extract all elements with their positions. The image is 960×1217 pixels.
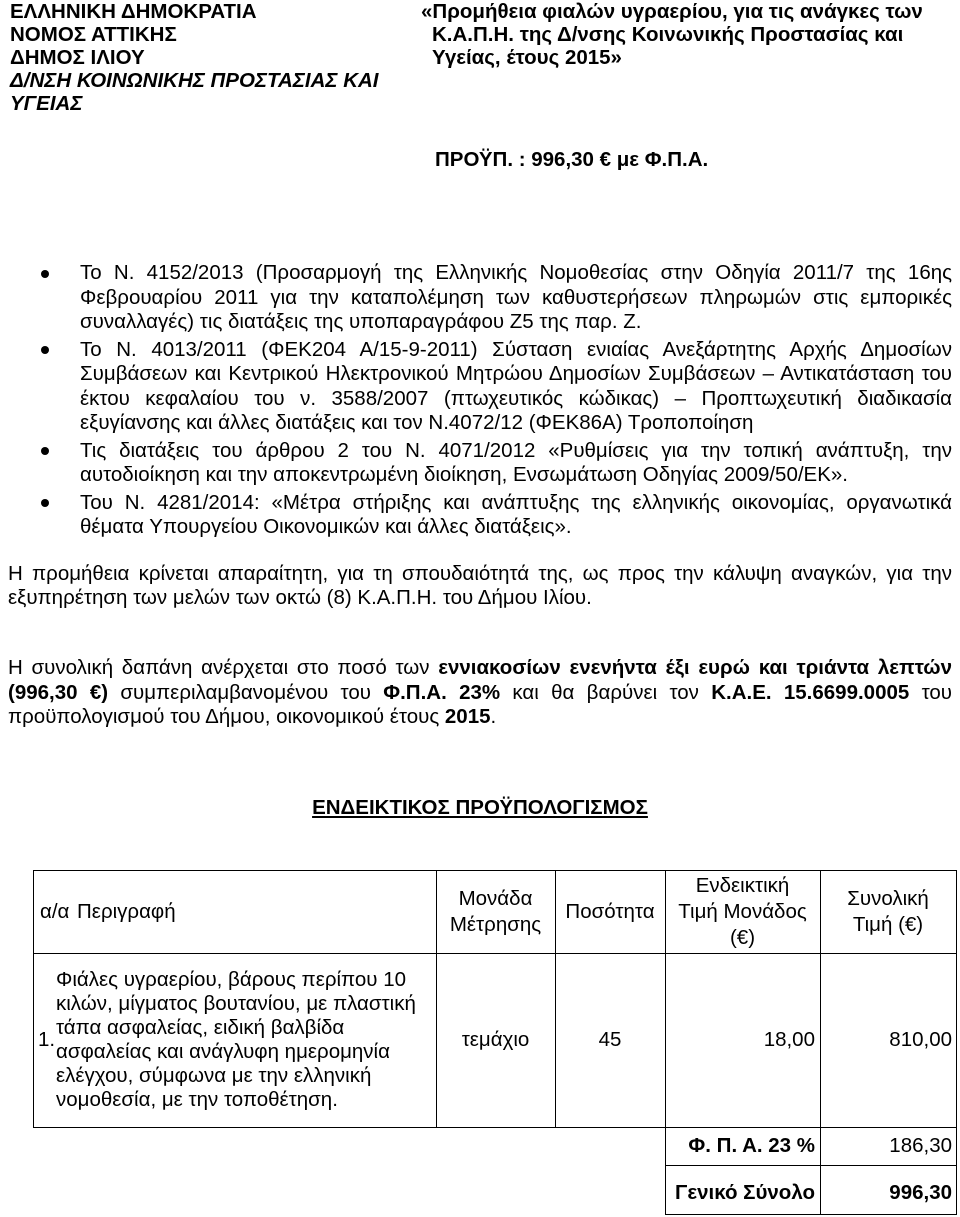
- subject-line: Κ.Α.Π.Η. της Δ/νσης Κοινωνικής Προστασίας και: [432, 23, 904, 46]
- bullet-icon: [41, 346, 49, 354]
- authority-municipality: ΔΗΜΟΣ ΙΛΙΟΥ: [10, 46, 145, 69]
- legal-basis-list: [0, 261, 952, 543]
- legal-basis-text: Τις διατάξεις του άρθρου 2 του Ν. 4071/2012 «Ρυθμίσεις για την τοπική ανάπτυξη, την αυτοδιοίκηση και την αποκεντρωμένη διοίκηση, Ενσωμάτωση Οδηγίας 2009/50/ΕΚ».: [80, 438, 952, 486]
- header-unit-line: Μέτρησης: [449, 912, 542, 936]
- table-rule: [665, 1165, 957, 1166]
- table-rule: [956, 870, 957, 1215]
- grand-total-value: 996,30: [889, 1181, 952, 1204]
- bullet-icon: [41, 447, 49, 455]
- header-unit-price-line: Ενδεικτική: [695, 873, 790, 897]
- cost-budget-code: Κ.Α.Ε. 15.6699.0005: [711, 680, 910, 704]
- bullet-icon: [41, 270, 49, 278]
- cost-text: συμπεριλαμβανομένου του: [108, 680, 384, 704]
- legal-basis-text: Του Ν. 4281/2014: «Μέτρα στήριξης και ανάπτυξης της ελληνικής οικονομίας, οργανωτικά θέματα Υπουργείου Οικονομικών και άλλες διατάξεις».: [80, 490, 952, 538]
- authority-prefecture: ΝΟΜΟΣ ΑΤΤΙΚΗΣ: [10, 23, 177, 46]
- cost-vat: Φ.Π.Α. 23%: [383, 680, 501, 704]
- directorate-line: Δ/ΝΣΗ ΚΟΙΝΩΝΙΚΗΣ ΠΡΟΣΤΑΣΙΑΣ ΚΑΙ: [10, 69, 379, 92]
- row-description: [56, 953, 432, 1127]
- header-description: Περιγραφή: [77, 899, 176, 923]
- header-total-line: Τιμή (€): [852, 912, 924, 936]
- header-unit: [436, 870, 555, 953]
- vat-value: 186,30: [889, 1134, 952, 1157]
- vat-label: Φ. Π. Α. 23 %: [688, 1134, 815, 1157]
- legal-basis-text: Το Ν. 4013/2011 (ΦΕΚ204 Α/15-9-2011) Σύσταση ενιαίας Ανεξάρτητης Αρχής Δημοσίων Συμβάσεων και Κεντρικού Ηλεκτρονικού Μητρώου Δημοσίων Συμβάσεων – Αντικατάσταση του έκτου κεφαλαίου του ν. 3588/2007 (πτωχευτικός κώδικας) – Προπτωχευτική διαδικασία εξυγίανσης και άλλες διατάξεις και τον Ν.4072/12 (ΦΕΚ86Α) Τροποποίηση: [80, 337, 952, 434]
- directorate-line: ΥΓΕΙΑΣ: [10, 92, 83, 115]
- row-description-text: Φιάλες υγραερίου, βάρους περίπου 10 κιλών, μίγματος βουτανίου, με πλαστική τάπα ασφαλείας, ειδική βαλβίδα ασφαλείας και ανάγλυφη ημερομηνία ελέγχου, σύμφωνα με την ελληνική νομοθεσία, με την τοποθέτηση.: [56, 968, 416, 1111]
- document-subject: [421, 0, 923, 69]
- row-quantity: 45: [598, 1028, 622, 1051]
- header-quantity: Ποσότητα: [565, 899, 655, 923]
- legal-basis-item: [0, 338, 952, 436]
- necessity-paragraph: Η προμήθεια κρίνεται απαραίτητη, για τη σπουδαιότητά της, ως προς την κάλυψη αναγκών, για την εξυπηρέτηση των μελών των οκτώ (8) Κ.Α.Π.Η. του Δήμου Ιλίου.: [8, 562, 952, 609]
- header-unit-line: Μονάδα: [458, 886, 533, 910]
- header-unit-price: [665, 870, 820, 953]
- legal-basis-text: Το Ν. 4152/2013 (Προσαρμογή της Ελληνικής Νομοθεσίας στην Οδηγία 2011/7 της 16ης Φεβρουαρίου 2011 για την καταπολέμηση των καθυστερήσεων πληρωμών στις εμπορικές συναλλαγές) τις διατάξεις της υποπαραγράφου Ζ5 της παρ. Ζ.: [80, 261, 952, 333]
- budget-amount: ΠΡΟΫΠ. : 996,30 € με Φ.Π.Α.: [435, 148, 709, 171]
- grand-total-label: Γενικό Σύνολο: [675, 1181, 815, 1204]
- cost-text: και θα βαρύνει τον: [500, 680, 712, 704]
- row-aa: 1.: [38, 1028, 56, 1051]
- subject-line: Υγείας, έτους 2015»: [432, 46, 622, 69]
- row-unit: τεμάχιο: [461, 1028, 530, 1051]
- table-rule: [665, 1214, 957, 1215]
- cost-text: .: [490, 705, 497, 728]
- header-aa: α/α: [40, 899, 70, 923]
- header-unit-price-line: (€): [729, 925, 756, 949]
- cost-paragraph: [8, 656, 952, 730]
- cost-fiscal-year: 2015: [444, 705, 491, 728]
- cost-text: Η συνολική δαπάνη ανέρχεται στο ποσό των: [8, 656, 439, 679]
- header-unit-price-line: Τιμή Μονάδος: [678, 899, 807, 923]
- cost-amount-words: εννιακοσίων ενενήντα έξι ευρώ και τριάντα λεπτών (996,30 €): [8, 656, 952, 704]
- bullet-icon: [41, 499, 49, 507]
- header-total: [820, 870, 956, 953]
- budget-heading: ΕΝΔΕΙΚΤΙΚΟΣ ΠΡΟΫΠΟΛΟΓΙΣΜΟΣ: [312, 796, 648, 819]
- header-total-line: Συνολική: [847, 886, 929, 910]
- row-total: 810,00: [889, 1028, 952, 1051]
- issuing-authority: [10, 0, 379, 115]
- legal-basis-item: [0, 439, 952, 488]
- authority-country: ΕΛΛΗΝΙΚΗ ΔΗΜΟΚΡΑΤΙΑ: [10, 0, 257, 23]
- legal-basis-item: [0, 491, 952, 540]
- legal-basis-item: [0, 261, 952, 335]
- cost-text: του προϋπολογισμού του Δήμου, οικονομικού έτους: [8, 680, 953, 728]
- subject-line: «Προμήθεια φιαλών υγραερίου, για τις ανάγκες των: [421, 0, 923, 23]
- row-unit-price: 18,00: [763, 1028, 815, 1051]
